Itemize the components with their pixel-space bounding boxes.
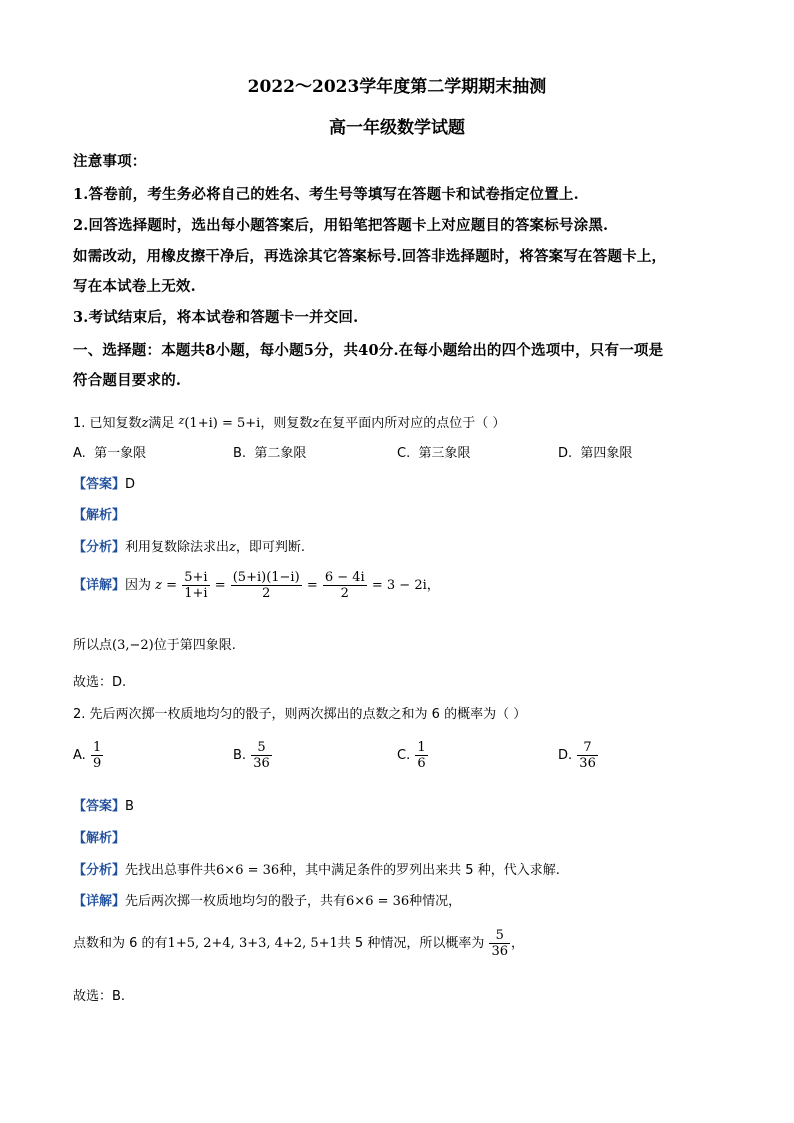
fraction: $\frac{5+i}{1+i}$ — [184, 570, 208, 601]
question-1-conclusion: 故选：D. — [73, 675, 127, 690]
question-1-fenxi: 【分析】利用复数除法求出z，即可判断. — [73, 540, 306, 555]
notice-item-1: 1.答卷前，考生务必将自己的姓名、考生号等填写在答题卡和试卷指定位置上. — [73, 186, 579, 203]
fraction: $\frac{1}{6}$ — [417, 740, 426, 771]
notice-heading: 注意事项： — [73, 153, 147, 170]
question-2-option-a: A. $\frac{1}{9}$ — [73, 740, 102, 771]
notice-item-3: 3.考试结束后，将本试卷和答题卡一并交回. — [73, 309, 359, 326]
fraction: $\frac{5}{36}$ — [491, 928, 509, 959]
question-1-option-a: A. 第一象限 — [73, 446, 147, 461]
question-1-stem: 1. 已知复数z满足 $^z$(1+i) = 5+i，则复数z在复平面内所对应的点位于（ ） — [73, 414, 506, 431]
question-2-conclusion: 故选：B. — [73, 989, 126, 1004]
notice-item-2-line-3: 写在本试卷上无效. — [73, 278, 196, 295]
notice-item-2-line-1: 2.回答选择题时，选出每小题答案后，用铅笔把答题卡上对应题目的答案标号涂黑. — [73, 217, 609, 234]
question-2-answer: 【答案】B — [73, 799, 134, 814]
fraction: $\frac{6 - 4i}{2}$ — [324, 570, 365, 601]
question-2-sum: 点数和为 6 的有1+5, 2+4, 3+3, 4+2, 5+1共 5 种情况，所以概率为 $\frac{5}{36}$ ， — [73, 928, 525, 959]
answer-tag: 【答案】 — [73, 477, 126, 492]
answer-tag: 【答案】 — [73, 799, 126, 814]
question-1-option-d: D. 第四象限 — [558, 446, 633, 461]
question-2-option-d: D. $\frac{7}{36}$ — [558, 740, 596, 771]
notice-item-2-line-2: 如需改动，用橡皮擦干净后，再选涂其它答案标号.回答非选择题时，将答案写在答题卡上， — [73, 248, 667, 265]
exam-title: 2022～2023学年度第二学期期末抽测 — [247, 77, 547, 97]
question-1-option-c: C. 第三象限 — [397, 446, 471, 461]
fraction: $\frac{7}{36}$ — [579, 740, 596, 771]
fraction: $\frac{(5+i)(1-i)}{2}$ — [232, 570, 300, 601]
fraction: $\frac{1}{9}$ — [92, 740, 102, 771]
question-1-analysis-tag: 【解析】 — [73, 508, 126, 523]
question-2-option-b: B. $\frac{5}{36}$ — [233, 740, 270, 771]
section-heading-line-2: 符合题目要求的. — [73, 372, 182, 389]
question-1-answer: 【答案】D — [73, 477, 136, 492]
question-2-detail: 【详解】先后两次掷一枚质地均匀的骰子，共有6×6 = 36种情况， — [73, 894, 462, 909]
exam-subtitle: 高一年级数学试题 — [329, 118, 465, 138]
question-1-point: 所以点(3,−2)位于第四象限. — [73, 638, 236, 653]
section-heading-line-1: 一、选择题：本题共8小题，每小题5分，共40分.在每小题给出的四个选项中，只有一项是 — [73, 342, 664, 359]
question-1-detail: 【详解】因为 z = $\frac{5+i}{1+i}$ = $\frac{(5+i)(1-i)}{2}$ = $\frac{6 - 4i}{2}$ = 3 − 2i， — [73, 570, 440, 601]
fraction: $\frac{5}{36}$ — [253, 740, 270, 771]
question-2-stem: 2. 先后两次掷一枚质地均匀的骰子，则两次掷出的点数之和为 6 的概率为（ ） — [73, 707, 527, 722]
question-1-option-b: B. 第二象限 — [233, 446, 307, 461]
question-2-option-c: C. $\frac{1}{6}$ — [397, 740, 426, 771]
question-2-analysis-tag: 【解析】 — [73, 831, 126, 846]
question-2-fenxi: 【分析】先找出总事件共6×6 = 36种，其中满足条件的罗列出来共 5 种，代入求解. — [73, 863, 560, 878]
